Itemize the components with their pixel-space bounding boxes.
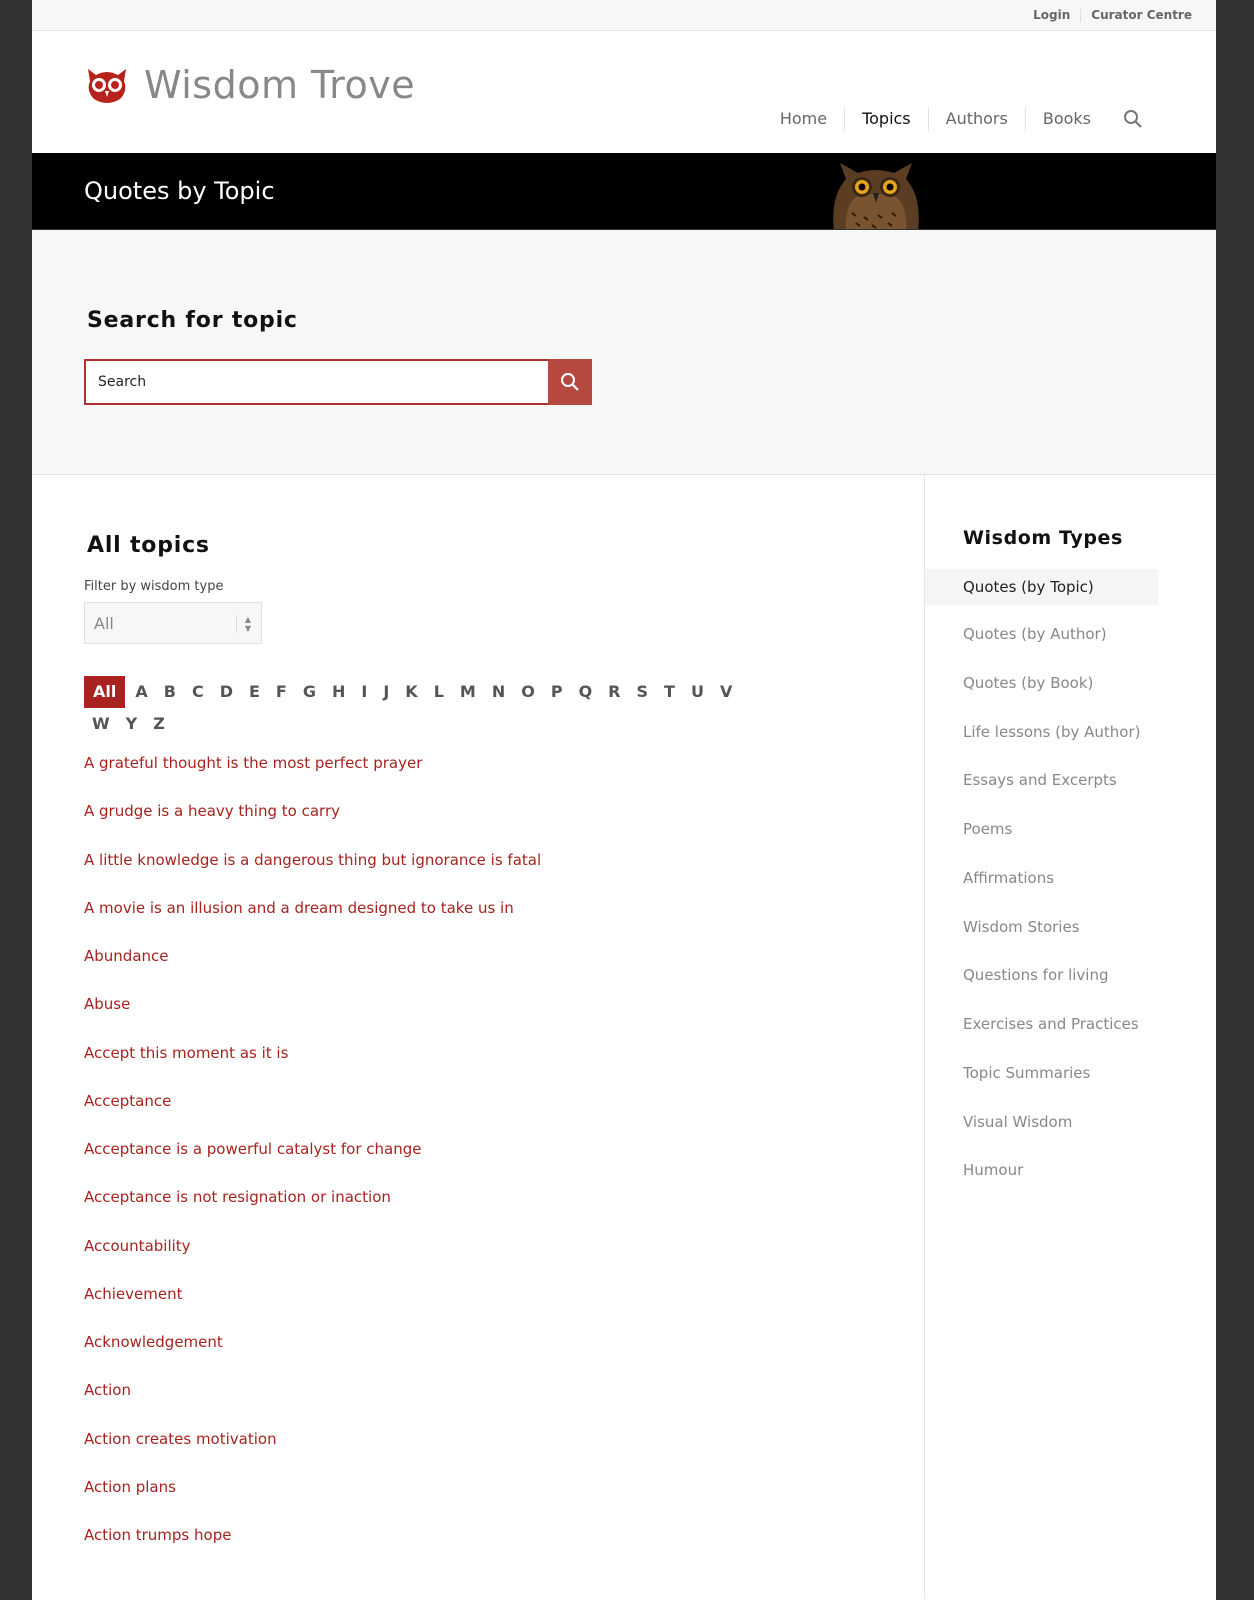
letter-row bbox=[84, 676, 844, 708]
main-nav bbox=[763, 107, 1144, 131]
logo[interactable] bbox=[84, 63, 415, 107]
sidebar-item[interactable]: Quotes (by Book) bbox=[963, 673, 1094, 692]
sidebar-item[interactable]: Humour bbox=[963, 1161, 1024, 1180]
sidebar-item[interactable]: Questions for living bbox=[963, 966, 1109, 985]
letter-filter-b[interactable]: B bbox=[163, 682, 176, 701]
title-banner bbox=[32, 153, 1216, 230]
letter-filter-all[interactable]: All bbox=[84, 676, 125, 708]
select-value: All bbox=[94, 613, 114, 633]
sidebar-item[interactable]: Affirmations bbox=[963, 868, 1055, 887]
letter-filter-w[interactable]: W bbox=[92, 714, 110, 733]
letter-filter-z[interactable]: Z bbox=[153, 714, 165, 733]
page bbox=[32, 0, 1216, 1600]
sidebar-item[interactable]: Wisdom Stories bbox=[963, 917, 1080, 936]
topic-link[interactable]: A little knowledge is a dangerous thing but ignorance is fatal bbox=[84, 850, 542, 869]
topic-link[interactable]: A grateful thought is the most perfect prayer bbox=[84, 754, 423, 772]
sidebar-item[interactable]: Poems bbox=[963, 820, 1013, 838]
curator-centre-link[interactable]: Curator Centre bbox=[1091, 8, 1192, 22]
wisdom-type-select[interactable] bbox=[84, 602, 262, 644]
brand-name: Wisdom Trove bbox=[144, 63, 416, 107]
letter-filter-o[interactable]: O bbox=[521, 682, 535, 701]
content-area bbox=[32, 475, 1216, 1599]
topic-link[interactable]: Acknowledgement bbox=[84, 1333, 223, 1351]
sidebar-item[interactable]: Quotes (by Author) bbox=[963, 625, 1107, 643]
sidebar-item[interactable]: Topic Summaries bbox=[963, 1063, 1091, 1082]
topic-search-input[interactable] bbox=[84, 359, 548, 405]
topic-link[interactable]: Abundance bbox=[84, 947, 169, 965]
search-heading: Search for topic bbox=[87, 308, 298, 333]
nav-topics[interactable]: Topics bbox=[844, 107, 928, 131]
all-topics-heading: All topics bbox=[87, 533, 210, 558]
letter-filter-v[interactable]: V bbox=[719, 682, 733, 701]
topic-link[interactable]: Action creates motivation bbox=[84, 1429, 277, 1448]
sidebar-item[interactable]: Life lessons (by Author) bbox=[963, 722, 1141, 741]
letter-filter-t[interactable]: T bbox=[664, 682, 675, 701]
page-title: Quotes by Topic bbox=[84, 177, 275, 205]
owl-logo-icon bbox=[84, 65, 130, 105]
letter-filter-a[interactable]: A bbox=[135, 682, 148, 701]
topic-search-section bbox=[32, 230, 1216, 475]
letter-filter-m[interactable]: M bbox=[459, 682, 476, 701]
letter-filter-d[interactable]: D bbox=[219, 682, 233, 701]
letter-filter-c[interactable]: C bbox=[191, 682, 204, 701]
nav-authors[interactable]: Authors bbox=[928, 107, 1025, 131]
sidebar-item[interactable]: Exercises and Practices bbox=[963, 1015, 1139, 1033]
letter-row bbox=[84, 708, 844, 740]
login-link[interactable]: Login bbox=[1033, 8, 1071, 22]
letter-filter-h[interactable]: H bbox=[332, 682, 346, 701]
search-icon bbox=[560, 372, 580, 392]
sidebar-item[interactable]: Essays and Excerpts bbox=[963, 771, 1117, 790]
letter-filter-p[interactable]: P bbox=[550, 682, 563, 701]
sidebar-heading: Wisdom Types bbox=[963, 527, 1123, 549]
letter-filter-u[interactable]: U bbox=[690, 682, 704, 701]
topic-link[interactable]: Achievement bbox=[84, 1284, 183, 1303]
letter-filter-i[interactable]: I bbox=[361, 682, 368, 701]
sidebar-item[interactable]: Visual Wisdom bbox=[963, 1112, 1073, 1131]
utility-bar bbox=[32, 0, 1216, 31]
wisdom-types-list bbox=[925, 569, 1158, 1202]
topic-link[interactable]: Acceptance is a powerful catalyst for change bbox=[84, 1140, 422, 1158]
topic-list bbox=[84, 751, 541, 1571]
nav-home[interactable]: Home bbox=[779, 109, 828, 128]
owl-photo-icon bbox=[816, 157, 936, 230]
select-arrows-icon: ▲ ▼ bbox=[236, 615, 251, 633]
letter-filter-n[interactable]: N bbox=[491, 682, 506, 701]
nav-books[interactable]: Books bbox=[1025, 107, 1108, 131]
sidebar bbox=[925, 475, 1216, 1599]
sidebar-item[interactable]: Quotes (by Topic) bbox=[925, 569, 1158, 605]
topic-link[interactable]: Abuse bbox=[84, 995, 131, 1014]
letter-filter bbox=[84, 676, 844, 740]
topic-search-form bbox=[84, 359, 592, 405]
letter-filter-l[interactable]: L bbox=[433, 682, 444, 701]
letter-filter-g[interactable]: G bbox=[302, 682, 316, 701]
topic-link[interactable]: Action plans bbox=[84, 1477, 176, 1496]
letter-filter-k[interactable]: K bbox=[405, 682, 418, 701]
letter-filter-s[interactable]: S bbox=[636, 682, 649, 701]
letter-filter-r[interactable]: R bbox=[608, 682, 621, 701]
letter-filter-j[interactable]: J bbox=[383, 682, 390, 701]
topics-main bbox=[32, 475, 925, 1599]
letter-filter-q[interactable]: Q bbox=[578, 682, 593, 701]
topic-link[interactable]: Accountability bbox=[84, 1236, 191, 1255]
topic-link[interactable]: Accept this moment as it is bbox=[84, 1043, 289, 1062]
topic-link[interactable]: Action trumps hope bbox=[84, 1526, 232, 1544]
topic-link[interactable]: A movie is an illusion and a dream designed to take us in bbox=[84, 898, 514, 917]
search-icon[interactable] bbox=[1122, 108, 1144, 130]
letter-filter-y[interactable]: Y bbox=[125, 714, 138, 733]
letter-filter-f[interactable]: F bbox=[275, 682, 287, 701]
topic-link[interactable]: Acceptance bbox=[84, 1091, 172, 1110]
topic-link[interactable]: Acceptance is not resignation or inaction bbox=[84, 1188, 391, 1207]
site-header bbox=[32, 31, 1216, 153]
search-submit-button[interactable] bbox=[548, 359, 592, 405]
letter-filter-e[interactable]: E bbox=[248, 682, 260, 701]
filter-label: Filter by wisdom type bbox=[84, 579, 224, 594]
topic-link[interactable]: Action bbox=[84, 1381, 131, 1400]
topic-link[interactable]: A grudge is a heavy thing to carry bbox=[84, 802, 340, 821]
